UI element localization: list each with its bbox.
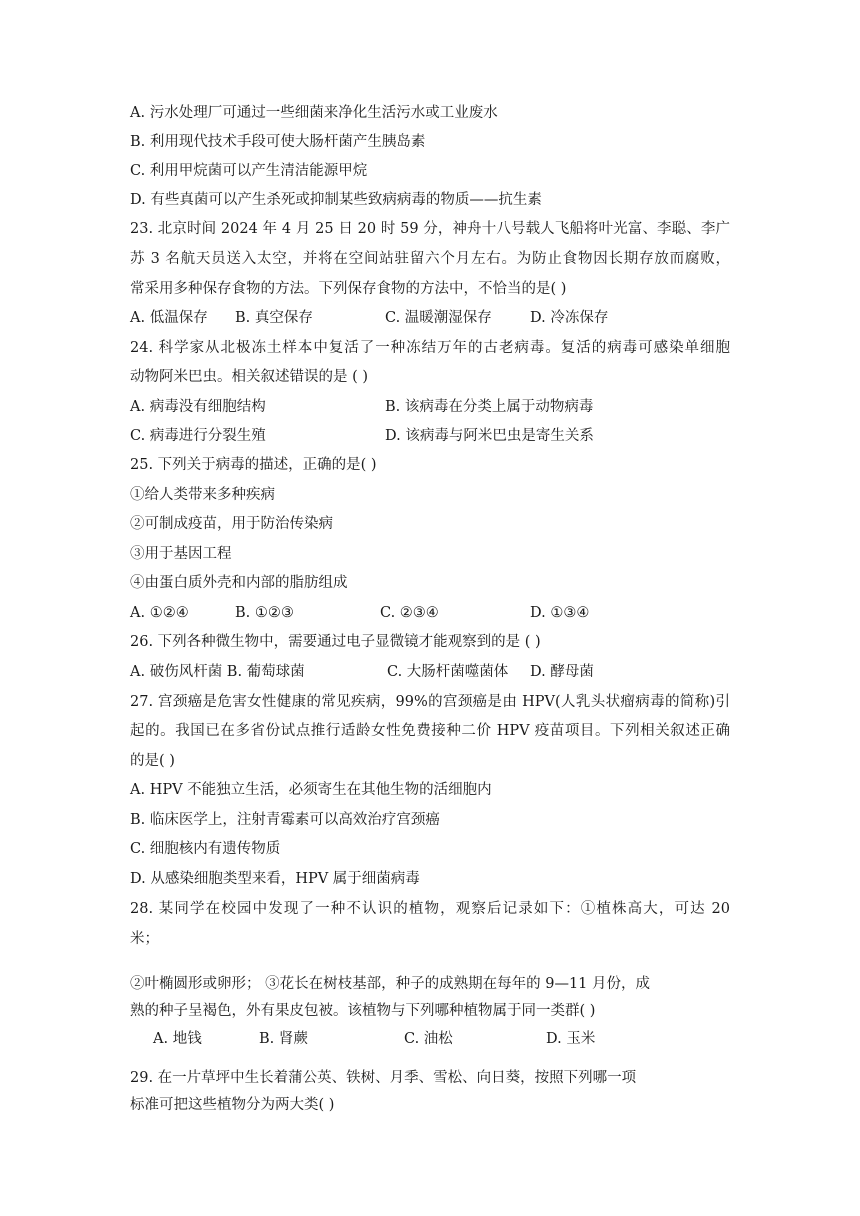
q25-options	[130, 603, 730, 623]
q26-option-a-b: A. 破伤风杆菌 B. 葡萄球菌	[130, 664, 305, 680]
q25-option-c: C. ②③④	[380, 605, 439, 621]
q26-option-d: D. 酵母菌	[530, 664, 594, 680]
q25-option-b: B. ①②③	[235, 605, 294, 621]
q27-stem-line-1: 27. 宫颈癌是危害女性健康的常见疾病，99%的宫颈癌是由 HPV(人乳头状瘤病毒的简称)引	[130, 694, 730, 710]
q23-option-c: C. 温暖潮湿保存	[385, 310, 492, 326]
q23-option-b: B. 真空保存	[235, 310, 313, 326]
q25-option-d: D. ①③④	[530, 605, 590, 621]
q27-stem-line-3: 的是( )	[130, 753, 175, 769]
q25-statement-2: ②可制成疫苗，用于防治传染病	[130, 516, 333, 532]
q27-stem-line-2: 起的。我国已在多省份试点推行适龄女性免费接种二价 HPV 疫苗项目。下列相关叙述正确	[130, 723, 730, 739]
q23-stem-line-3: 常采用多种保存食物的方法。下列保存食物的方法中，不恰当的是( )	[130, 281, 567, 297]
q23-options	[130, 308, 730, 328]
q25-statement-4: ④由蛋白质外壳和内部的脂肪组成	[130, 575, 348, 591]
q28-stem-line-4: 熟的种子呈褐色，外有果皮包被。该植物与下列哪种植物属于同一类群( )	[130, 1003, 596, 1019]
q24-options-row-2	[130, 426, 730, 446]
q28-option-d: D. 玉米	[546, 1031, 596, 1047]
q24-stem-line-1: 24. 科学家从北极冻土样本中复活了一种冻结万年的古老病毒。复活的病毒可感染单细胞	[130, 340, 730, 356]
q22-option-c: C. 利用甲烷菌可以产生清洁能源甲烷	[130, 163, 368, 179]
q23-stem-line-1: 23. 北京时间 2024 年 4 月 25 日 20 时 59 分，神舟十八号载人飞船将叶光富、李聪、李广	[130, 221, 730, 237]
q26-options	[130, 662, 730, 682]
q27-option-a: A. HPV 不能独立生活，必须寄生在其他生物的活细胞内	[130, 782, 492, 798]
q26-stem: 26. 下列各种微生物中，需要通过电子显微镜才能观察到的是 ( )	[130, 634, 541, 650]
q27-option-c: C. 细胞核内有遗传物质	[130, 841, 281, 857]
q26-option-c: C. 大肠杆菌噬菌体	[387, 664, 509, 680]
q22-option-a: A. 污水处理厂可通过一些细菌来净化生活污水或工业废水	[130, 105, 498, 121]
q27-option-d: D. 从感染细胞类型来看，HPV 属于细菌病毒	[130, 871, 420, 887]
q24-options-row-1	[130, 397, 730, 417]
q23-stem-line-2: 苏 3 名航天员送入太空，并将在空间站驻留六个月左右。为防止食物因长期存放而腐败，	[130, 251, 730, 267]
q28-option-b: B. 肾蕨	[259, 1031, 308, 1047]
q24-option-a: A. 病毒没有细胞结构	[130, 399, 266, 415]
q24-option-d: D. 该病毒与阿米巴虫是寄生关系	[385, 428, 594, 444]
q22-option-d: D. 有些真菌可以产生杀死或抑制某些致病病毒的物质——抗生素	[130, 192, 542, 208]
q28-stem-line-3: ②叶椭圆形或卵形； ③花长在树枝基部，种子的成熟期在每年的 9—11 月份，成	[130, 976, 651, 992]
q28-option-a: A. 地钱	[153, 1031, 202, 1047]
q24-option-b: B. 该病毒在分类上属于动物病毒	[385, 399, 594, 415]
q22-option-b: B. 利用现代技术手段可使大肠杆菌产生胰岛素	[130, 134, 426, 150]
q25-statement-1: ①给人类带来多种疾病	[130, 487, 275, 503]
q25-statement-3: ③用于基因工程	[130, 546, 232, 562]
q23-option-d: D. 冷冻保存	[530, 310, 609, 326]
q25-stem: 25. 下列关于病毒的描述，正确的是( )	[130, 457, 377, 473]
q24-option-c: C. 病毒进行分裂生殖	[130, 428, 266, 444]
q29-stem-line-2: 标准可把这些植物分为两大类( )	[130, 1097, 335, 1113]
q24-stem-line-2: 动物阿米巴虫。相关叙述错误的是 ( )	[130, 369, 369, 385]
q28-options	[153, 1029, 713, 1049]
q28-stem-line-2: 米；	[130, 931, 159, 947]
q27-option-b: B. 临床医学上，注射青霉素可以高效治疗宫颈癌	[130, 812, 440, 828]
q28-option-c: C. 油松	[404, 1031, 453, 1047]
q23-option-a: A. 低温保存	[130, 310, 208, 326]
q25-option-a: A. ①②④	[130, 605, 189, 621]
q29-stem-line-1: 29. 在一片草坪中生长着蒲公英、铁树、月季、雪松、向日葵，按照下列哪一项	[130, 1070, 637, 1086]
q28-stem-line-1: 28. 某同学在校园中发现了一种不认识的植物，观察后记录如下：①植株高大，可达 20	[130, 901, 730, 917]
